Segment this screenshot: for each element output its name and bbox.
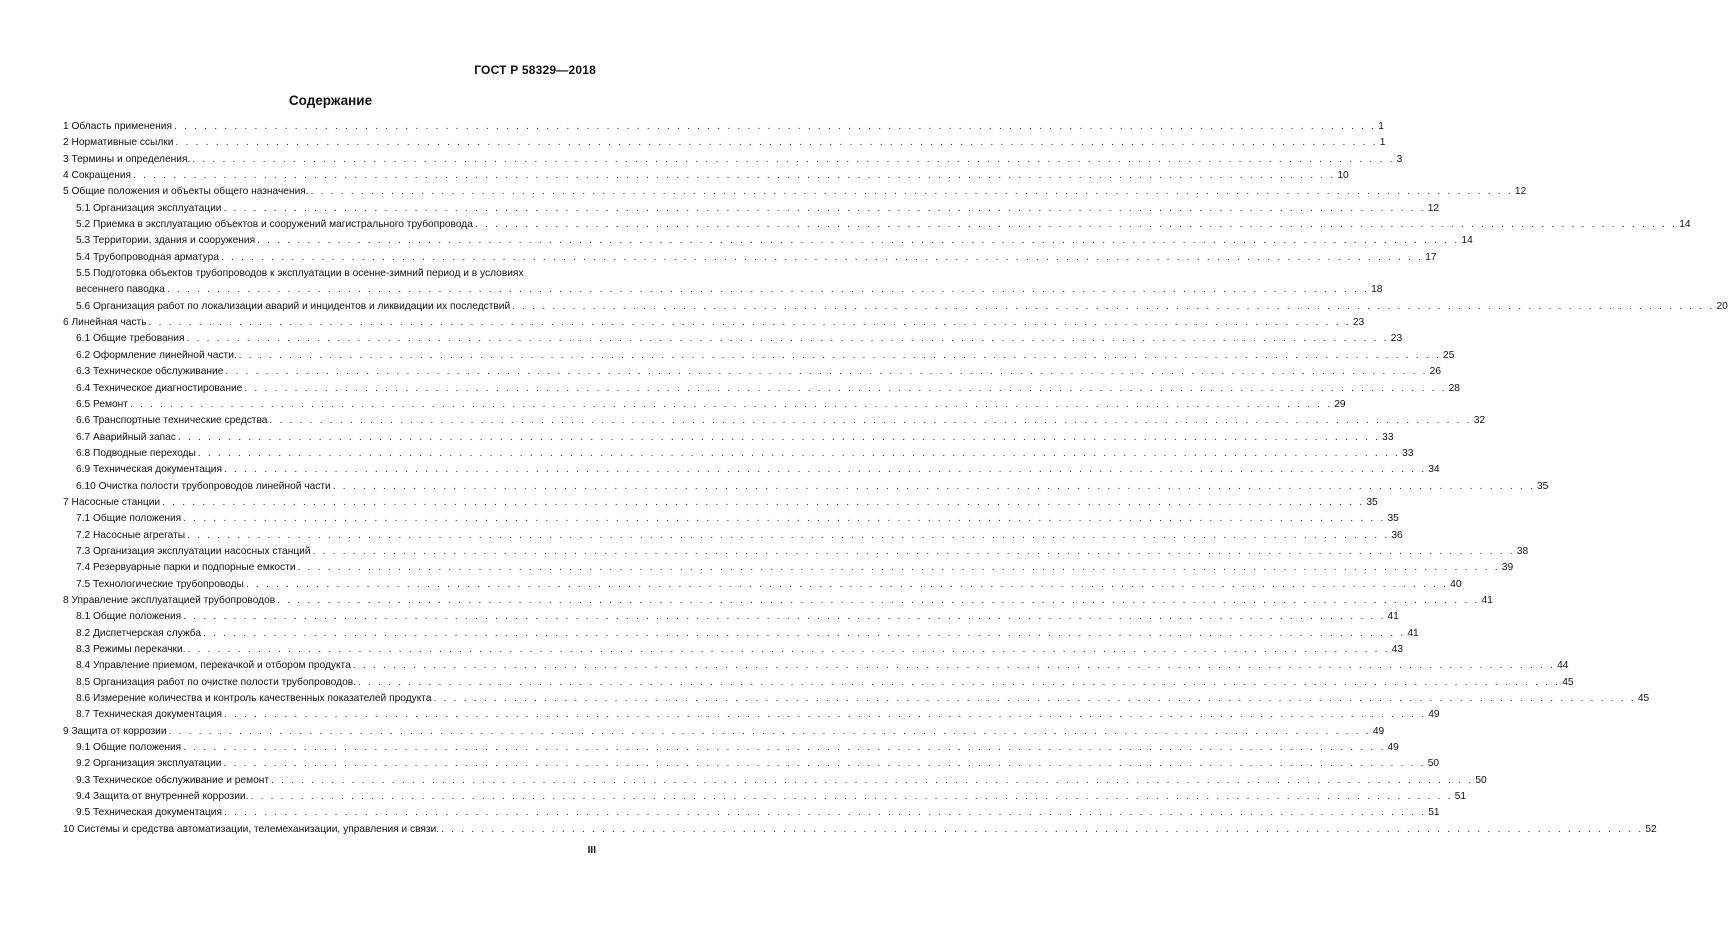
- toc-leader-dots: . . . . . . . . . . . . . . . . . . . . . . . . . . . . . . . . . . . . . . . . . . . . . . . . . . . . . . . . . . . . . . . . . . . . . . . . . . . . . . . . . . . . . . . . . . . . . . . . . . . . . . . . . . . . . . . . . . . . . . . .: [183, 742, 1386, 754]
- toc-entry-title: 6.6 Транспортные технические средства: [76, 415, 268, 427]
- toc-page-number: 23: [1390, 333, 1403, 345]
- toc-leader-dots: . . . . . . . . . . . . . . . . . . . . . . . . . . . . . . . . . . . . . . . . . . . . . . . . . . . . . . . . . . . . . . . . . . . . . . . . . . . . . . . . . . . . . . . . . . . . . . . . . . . . . . . . . . . . . . . . . . . . . . . .: [474, 219, 1678, 231]
- toc-entry-title: 8.1 Общие положения: [76, 611, 182, 623]
- toc-entry-title: 6.2 Оформление линейной части.: [76, 349, 237, 361]
- toc-leader-dots: . . . . . . . . . . . . . . . . . . . . . . . . . . . . . . . . . . . . . . . . . . . . . . . . . . . . . . . . . . . . . . . . . . . . . . . . . . . . . . . . . . . . . . . . . . . . . . . . . . . . . . . . . . . . . . . . . . . . . . . .: [433, 693, 1636, 705]
- toc-entry[interactable]: [63, 299, 1728, 315]
- toc-page-number: 45: [1562, 676, 1574, 688]
- toc-leader-dots: . . . . . . . . . . . . . . . . . . . . . . . . . . . . . . . . . . . . . . . . . . . . . . . . . . . . . . . . . . . . . . . . . . . . . . . . . . . . . . . . . . . . . . . . . . . . . . . . . . . . . . . . . . . . . . . . . . . . . . . .: [277, 594, 1480, 606]
- toc-leader-dots: . . . . . . . . . . . . . . . . . . . . . . . . . . . . . . . . . . . . . . . . . . . . . . . . . . . . . . . . . . . . . . . . . . . . . . . . . . . . . . . . . . . . . . . . . . . . . . . . . . . . . . . . . . . . . . . . . . . . . . . .: [441, 823, 1644, 835]
- toc-entry[interactable]: [63, 789, 1467, 805]
- toc-page-number: 18: [1371, 284, 1383, 296]
- toc-page-number: 50: [1475, 774, 1487, 786]
- toc-entry[interactable]: [63, 642, 1404, 658]
- toc-entry-title: 1 Область применения: [63, 121, 172, 132]
- toc-entry-title: 9.4 Защита от внутренней коррозии.: [76, 791, 249, 803]
- toc-entry-title: 9.5 Техническая документация: [76, 807, 222, 819]
- toc-leader-dots: . . . . . . . . . . . . . . . . . . . . . . . . . . . . . . . . . . . . . . . . . . . . . . . . . . . . . . . . . . . . . . . . . . . . . . . . . . . . . . . . . . . . . . . . . . . . . . . . . . . . . . . . . . . . . . . . . . . . . . . .: [187, 529, 1390, 541]
- toc-entry[interactable]: [63, 315, 1365, 331]
- toc-entry[interactable]: [63, 626, 1419, 642]
- toc-page-number: 41: [1387, 611, 1399, 623]
- toc-leader-dots: . . . . . . . . . . . . . . . . . . . . . . . . . . . . . . . . . . . . . . . . . . . . . . . . . . . . . . . . . . . . . . . . . . . . . . . . . . . . . . . . . . . . . . . . . . . . . . . . . . . . . . . . . . . . . . . . . . . . . . . .: [148, 317, 1351, 329]
- toc-entry-title: 6.1 Общие требования: [76, 333, 185, 345]
- toc-entry-title: 6.7 Аварийный запас: [76, 431, 176, 443]
- toc-entry-title: 8.7 Техническая документация: [76, 709, 222, 721]
- toc-entry[interactable]: [63, 658, 1569, 674]
- toc-entry[interactable]: [63, 495, 1378, 511]
- toc-leader-dots: . . . . . . . . . . . . . . . . . . . . . . . . . . . . . . . . . . . . . . . . . . . . . . . . . . . . . . . . . . . . . . . . . . . . . . . . . . . . . . . . . . . . . . . . . . . . . . . . . . . . . . . . . . . . . . . . . . . . . . . .: [223, 464, 1427, 476]
- toc-entry-title: 8.5 Организация работ по очистке полости трубопроводов.: [76, 676, 356, 688]
- toc-page-number: 51: [1428, 807, 1440, 819]
- toc-page-number: 20: [1716, 300, 1728, 312]
- toc-entry-title: 7.4 Резервуарные парки и подпорные емкости: [76, 562, 296, 574]
- toc-leader-dots: . . . . . . . . . . . . . . . . . . . . . . . . . . . . . . . . . . . . . . . . . . . . . . . . . . . . . . . . . . . . . . . . . . . . . . . . . . . . . . . . . . . . . . . . . . . . . . . . . . . . . . . . . . . . . . . . . . . . . . . .: [352, 660, 1556, 672]
- toc-page-number: 34: [1428, 464, 1440, 476]
- toc-entry[interactable]: [63, 577, 1462, 593]
- toc-entry-title: 8.4 Управление приемом, перекачкой и отбором продукта: [76, 660, 351, 672]
- toc-entry[interactable]: [63, 397, 1346, 413]
- toc-entry-title: 10 Системы и средства автоматизации, телемеханизации, управления и связи.: [63, 823, 440, 835]
- toc-leader-dots: . . . . . . . . . . . . . . . . . . . . . . . . . . . . . . . . . . . . . . . . . . . . . . . . . . . . . . . . . . . . . . . . . . . . . . . . . . . . . . . . . . . . . . . . . . . . . . . . . . . . . . . . . . . . . . . . . . . . . . . .: [245, 578, 1449, 590]
- toc-leader-dots: . . . . . . . . . . . . . . . . . . . . . . . . . . . . . . . . . . . . . . . . . . . . . . . . . . . . . . . . . . . . . . . . . . . . . . . . . . . . . . . . . . . . . . . . . . . . . . . . . . . . . . . . . . . . . . . . . . . . . . . .: [225, 366, 1428, 378]
- toc-entry[interactable]: [63, 119, 1384, 135]
- toc-page-number: 44: [1557, 660, 1569, 672]
- toc-page-number: 12: [1514, 186, 1527, 198]
- toc-entry-title: 7.1 Общие положения: [76, 513, 182, 525]
- toc-page-number: 33: [1402, 447, 1414, 459]
- toc-entry[interactable]: [63, 201, 1440, 217]
- toc-entry[interactable]: [63, 724, 1385, 740]
- document-code: ГОСТ Р 58329—2018: [474, 63, 596, 77]
- toc-page-number: 1: [1379, 137, 1386, 149]
- toc-leader-dots: . . . . . . . . . . . . . . . . . . . . . . . . . . . . . . . . . . . . . . . . . . . . . . . . . . . . . . . . . . . . . . . . . . . . . . . . . . . . . . . . . . . . . . . . . . . . . . . . . . . . . . . . . . . . . . . . . . . . . . . .: [166, 284, 1370, 296]
- toc-leader-dots: . . . . . . . . . . . . . . . . . . . . . . . . . . . . . . . . . . . . . . . . . . . . . . . . . . . . . . . . . . . . . . . . . . . . . . . . . . . . . . . . . . . . . . . . . . . . . . . . . . . . . . . . . . . . . . . . . . . . . . . .: [357, 676, 1561, 688]
- toc-leader-dots: . . . . . . . . . . . . . . . . . . . . . . . . . . . . . . . . . . . . . . . . . . . . . . . . . . . . . . . . . . . . . . . . . . . . . . . . . . . . . . . . . . . . . . . . . . . . . . . . . . . . . . . . . . . . . . . . . . . . . . . .: [183, 513, 1386, 525]
- toc-leader-dots: . . . . . . . . . . . . . . . . . . . . . . . . . . . . . . . . . . . . . . . . . . . . . . . . . . . . . . . . . . . . . . . . . . . . . . . . . . . . . . . . . . . . . . . . . . . . . . . . . . . . . . . . . . . . . . . . . . . . . . . .: [175, 137, 1378, 149]
- toc-entry-title: 5.1 Организация эксплуатации: [76, 202, 222, 214]
- toc-entry-title: 9.3 Техническое обслуживание и ремонт: [76, 774, 270, 786]
- toc-leader-dots: . . . . . . . . . . . . . . . . . . . . . . . . . . . . . . . . . . . . . . . . . . . . . . . . . . . . . . . . . . . . . . . . . . . . . . . . . . . . . . . . . . . . . . . . . . . . . . . . . . . . . . . . . . . . . . . . . . . . . . . .: [223, 202, 1426, 214]
- toc-page-number: 23: [1352, 317, 1365, 329]
- toc-page-number: 51: [1454, 791, 1467, 803]
- toc-entry-title: 8.6 Измерение количества и контроль качественных показателей продукта: [76, 693, 432, 705]
- toc-leader-dots: . . . . . . . . . . . . . . . . . . . . . . . . . . . . . . . . . . . . . . . . . . . . . . . . . . . . . . . . . . . . . . . . . . . . . . . . . . . . . . . . . . . . . . . . . . . . . . . . . . . . . . . . . . . . . . . . . . . . . . . .: [244, 382, 1447, 394]
- page-title: Содержание: [288, 93, 373, 108]
- toc-entry-title: 9.2 Организация эксплуатации: [76, 758, 222, 770]
- toc-entry-title: 7.2 Насосные агрегаты: [76, 529, 186, 541]
- toc-entry-title: 6.8 Подводные переходы: [76, 447, 196, 459]
- toc-entry[interactable]: [63, 479, 1549, 495]
- toc-leader-dots: . . . . . . . . . . . . . . . . . . . . . . . . . . . . . . . . . . . . . . . . . . . . . . . . . . . . . . . . . . . . . . . . . . . . . . . . . . . . . . . . . . . . . . . . . . . . . . . . . . . . . . . . . . . . . . . . . . . . . . . .: [223, 807, 1427, 819]
- toc-page-number: 39: [1501, 562, 1514, 574]
- toc-page-number: 29: [1334, 398, 1346, 410]
- toc-entry-title: 8.2 Диспетчерская служба: [76, 627, 202, 639]
- toc-page-number: 41: [1407, 627, 1419, 639]
- toc-entry-title: 6.4 Техническое диагностирование: [76, 382, 243, 394]
- toc-entry[interactable]: [63, 381, 1460, 397]
- page-number: III: [587, 845, 596, 856]
- toc-entry[interactable]: [63, 152, 1403, 168]
- toc-leader-dots: . . . . . . . . . . . . . . . . . . . . . . . . . . . . . . . . . . . . . . . . . . . . . . . . . . . . . . . . . . . . . . . . . . . . . . . . . . . . . . . . . . . . . . . . . . . . . . . . . . . . . . . . . . . . . . . . . . . . . . . .: [197, 447, 1401, 459]
- toc-leader-dots: . . . . . . . . . . . . . . . . . . . . . . . . . . . . . . . . . . . . . . . . . . . . . . . . . . . . . . . . . . . . . . . . . . . . . . . . . . . . . . . . . . . . . . . . . . . . . . . . . . . . . . . . . . . . . . . . . . . . . . . .: [271, 774, 1474, 786]
- toc-entry-title: 7.5 Технологические трубопроводы: [76, 578, 244, 590]
- toc-page-number: 14: [1461, 235, 1473, 247]
- toc-entry[interactable]: [63, 544, 1529, 560]
- toc-entry-title: 5.2 Приемка в эксплуатацию объектов и сооружений магистрального трубопровода: [76, 219, 473, 231]
- toc-entry-title: 9.1 Общие положения: [76, 742, 182, 754]
- toc-entry[interactable]: [63, 593, 1493, 609]
- toc-entry-title: 5.4 Трубопроводная арматура: [76, 251, 219, 263]
- toc-entry[interactable]: [63, 135, 1386, 151]
- toc-page-number: 14: [1679, 219, 1691, 231]
- toc-page-number: 17: [1425, 251, 1437, 263]
- toc-entry[interactable]: [63, 805, 1440, 821]
- table-of-contents: [63, 119, 1728, 838]
- toc-entry[interactable]: [63, 609, 1399, 625]
- toc-entry[interactable]: [63, 331, 1403, 347]
- toc-leader-dots: . . . . . . . . . . . . . . . . . . . . . . . . . . . . . . . . . . . . . . . . . . . . . . . . . . . . . . . . . . . . . . . . . . . . . . . . . . . . . . . . . . . . . . . . . . . . . . . . . . . . . . . . . . . . . . . . . . . . . . . .: [177, 431, 1381, 443]
- toc-entry[interactable]: [63, 756, 1440, 772]
- toc-leader-dots: . . . . . . . . . . . . . . . . . . . . . . . . . . . . . . . . . . . . . . . . . . . . . . . . . . . . . . . . . . . . . . . . . . . . . . . . . . . . . . . . . . . . . . . . . . . . . . . . . . . . . . . . . . . . . . . . . . . . . . . .: [203, 627, 1406, 639]
- toc-leader-dots: . . . . . . . . . . . . . . . . . . . . . . . . . . . . . . . . . . . . . . . . . . . . . . . . . . . . . . . . . . . . . . . . . . . . . . . . . . . . . . . . . . . . . . . . . . . . . . . . . . . . . . . . . . . . . . . . . . . . . . . .: [168, 725, 1371, 737]
- toc-entry-title: 6 Линейная часть: [63, 317, 147, 329]
- toc-entry-title: 5.6 Организация работ по локализации аварий и инцидентов и ликвидации их последствий: [76, 300, 511, 312]
- toc-leader-dots: . . . . . . . . . . . . . . . . . . . . . . . . . . . . . . . . . . . . . . . . . . . . . . . . . . . . . . . . . . . . . . . . . . . . . . . . . . . . . . . . . . . . . . . . . . . . . . . . . . . . . . . . . . . . . . . . . . . . . . . .: [257, 235, 1460, 247]
- toc-entry[interactable]: [63, 348, 1455, 364]
- toc-leader-dots: . . . . . . . . . . . . . . . . . . . . . . . . . . . . . . . . . . . . . . . . . . . . . . . . . . . . . . . . . . . . . . . . . . . . . . . . . . . . . . . . . . . . . . . . . . . . . . . . . . . . . . . . . . . . . . . . . . . . . . . .: [223, 709, 1427, 721]
- toc-page-number: 50: [1427, 758, 1440, 770]
- toc-leader-dots: . . . . . . . . . . . . . . . . . . . . . . . . . . . . . . . . . . . . . . . . . . . . . . . . . . . . . . . . . . . . . . . . . . . . . . . . . . . . . . . . . . . . . . . . . . . . . . . . . . . . . . . . . . . . . . . . . . . . . . . .: [238, 349, 1442, 361]
- toc-entry-title: 8.3 Режимы перекачки.: [76, 644, 186, 655]
- toc-entry[interactable]: [63, 773, 1487, 789]
- toc-page-number: 32: [1473, 415, 1486, 427]
- toc-page-number: 26: [1429, 366, 1442, 378]
- toc-entry-title: 9 Защита от коррозии: [63, 725, 167, 737]
- toc-leader-dots: . . . . . . . . . . . . . . . . . . . . . . . . . . . . . . . . . . . . . . . . . . . . . . . . . . . . . . . . . . . . . . . . . . . . . . . . . . . . . . . . . . . . . . . . . . . . . . . . . . . . . . . . . . . . . . . . . . . . . . . .: [512, 300, 1715, 312]
- toc-entry[interactable]: [63, 511, 1399, 527]
- toc-entry-title: 6.5 Ремонт: [76, 398, 128, 410]
- toc-entry[interactable]: [63, 675, 1574, 691]
- toc-page-number: 12: [1427, 202, 1440, 214]
- toc-page-number: 49: [1372, 725, 1385, 737]
- toc-entry[interactable]: [63, 691, 1650, 707]
- toc-leader-dots: . . . . . . . . . . . . . . . . . . . . . . . . . . . . . . . . . . . . . . . . . . . . . . . . . . . . . . . . . . . . . . . . . . . . . . . . . . . . . . . . . . . . . . . . . . . . . . . . . . . . . . . . . . . . . . . . . . . . . . . .: [186, 333, 1389, 345]
- toc-entry-title: 5.5 Подготовка объектов трубопроводов к эксплуатации в осенне-зимний период и в условиях: [76, 268, 524, 280]
- toc-page-number: 45: [1637, 693, 1650, 705]
- toc-entry-title: 7 Насосные станции: [63, 496, 161, 508]
- toc-entry[interactable]: [63, 233, 1473, 249]
- toc-leader-dots: . . . . . . . . . . . . . . . . . . . . . . . . . . . . . . . . . . . . . . . . . . . . . . . . . . . . . . . . . . . . . . . . . . . . . . . . . . . . . . . . . . . . . . . . . . . . . . . . . . . . . . . . . . . . . . . . . . . . . . . .: [220, 251, 1424, 263]
- toc-page-number: 49: [1387, 742, 1399, 754]
- toc-leader-dots: . . . . . . . . . . . . . . . . . . . . . . . . . . . . . . . . . . . . . . . . . . . . . . . . . . . . . . . . . . . . . . . . . . . . . . . . . . . . . . . . . . . . . . . . . . . . . . . . . . . . . . . . . . . . . . . . . . . . . . . .: [297, 562, 1500, 574]
- toc-page-number: 41: [1481, 594, 1493, 606]
- toc-entry[interactable]: [63, 462, 1440, 478]
- toc-entry-title: 8 Управление эксплуатацией трубопроводов: [63, 594, 276, 606]
- toc-page-number: 25: [1443, 349, 1455, 361]
- toc-leader-dots: . . . . . . . . . . . . . . . . . . . . . . . . . . . . . . . . . . . . . . . . . . . . . . . . . . . . . . . . . . . . . . . . . . . . . . . . . . . . . . . . . . . . . . . . . . . . . . . . . . . . . . . . . . . . . . . . . . . . . . . .: [332, 480, 1535, 492]
- toc-leader-dots: . . . . . . . . . . . . . . . . . . . . . . . . . . . . . . . . . . . . . . . . . . . . . . . . . . . . . . . . . . . . . . . . . . . . . . . . . . . . . . . . . . . . . . . . . . . . . . . . . . . . . . . . . . . . . . . . . . . . . . . .: [192, 153, 1395, 165]
- toc-page-number: 35: [1387, 513, 1399, 525]
- toc-leader-dots: . . . . . . . . . . . . . . . . . . . . . . . . . . . . . . . . . . . . . . . . . . . . . . . . . . . . . . . . . . . . . . . . . . . . . . . . . . . . . . . . . . . . . . . . . . . . . . . . . . . . . . . . . . . . . . . . . . . . . . . .: [187, 644, 1390, 655]
- toc-entry-title: 3 Термины и определения.: [63, 153, 191, 165]
- toc-entry[interactable]: [63, 168, 1349, 184]
- toc-entry-title: 5.3 Территории, здания и сооружения: [76, 235, 256, 247]
- toc-entry[interactable]: [63, 560, 1514, 576]
- toc-page-number: 52: [1645, 823, 1657, 835]
- toc-page-number: 1: [1378, 121, 1384, 132]
- toc-page-number: 40: [1450, 578, 1462, 590]
- toc-leader-dots: . . . . . . . . . . . . . . . . . . . . . . . . . . . . . . . . . . . . . . . . . . . . . . . . . . . . . . . . . . . . . . . . . . . . . . . . . . . . . . . . . . . . . . . . . . . . . . . . . . . . . . . . . . . . . . . . . . . . . . . .: [183, 611, 1386, 623]
- toc-page-number: 3: [1396, 153, 1403, 165]
- toc-entry[interactable]: [63, 446, 1414, 462]
- toc-page-number: 35: [1366, 496, 1378, 508]
- toc-page-number: 38: [1516, 545, 1529, 557]
- toc-page-number: 10: [1337, 170, 1349, 182]
- toc-entry[interactable]: [63, 740, 1399, 756]
- toc-page-number: 43: [1391, 644, 1404, 655]
- toc-leader-dots: . . . . . . . . . . . . . . . . . . . . . . . . . . . . . . . . . . . . . . . . . . . . . . . . . . . . . . . . . . . . . . . . . . . . . . . . . . . . . . . . . . . . . . . . . . . . . . . . . . . . . . . . . . . . . . . . . . . . . . . .: [173, 121, 1377, 132]
- toc-entry-title: 5 Общие положения и объекты общего назначения.: [63, 186, 309, 198]
- toc-leader-dots: . . . . . . . . . . . . . . . . . . . . . . . . . . . . . . . . . . . . . . . . . . . . . . . . . . . . . . . . . . . . . . . . . . . . . . . . . . . . . . . . . . . . . . . . . . . . . . . . . . . . . . . . . . . . . . . . . . . . . . . .: [162, 496, 1365, 508]
- toc-entry[interactable]: [63, 413, 1486, 429]
- toc-entry-title: 4 Сокращения: [63, 170, 132, 182]
- toc-page-number: 49: [1428, 709, 1440, 721]
- toc-leader-dots: . . . . . . . . . . . . . . . . . . . . . . . . . . . . . . . . . . . . . . . . . . . . . . . . . . . . . . . . . . . . . . . . . . . . . . . . . . . . . . . . . . . . . . . . . . . . . . . . . . . . . . . . . . . . . . . . . . . . . . . .: [133, 170, 1336, 182]
- toc-leader-dots: . . . . . . . . . . . . . . . . . . . . . . . . . . . . . . . . . . . . . . . . . . . . . . . . . . . . . . . . . . . . . . . . . . . . . . . . . . . . . . . . . . . . . . . . . . . . . . . . . . . . . . . . . . . . . . . . . . . . . . . .: [269, 415, 1472, 427]
- toc-entry-title: 7.3 Организация эксплуатации насосных станций: [76, 545, 311, 557]
- toc-page-number: 35: [1536, 480, 1549, 492]
- toc-entry[interactable]: [63, 217, 1691, 233]
- toc-entry-title-continued: весеннего паводка: [76, 284, 165, 296]
- toc-entry-title: 6.10 Очистка полости трубопроводов линейной части: [76, 480, 331, 492]
- toc-leader-dots: . . . . . . . . . . . . . . . . . . . . . . . . . . . . . . . . . . . . . . . . . . . . . . . . . . . . . . . . . . . . . . . . . . . . . . . . . . . . . . . . . . . . . . . . . . . . . . . . . . . . . . . . . . . . . . . . . . . . . . . .: [250, 791, 1453, 803]
- toc-leader-dots: . . . . . . . . . . . . . . . . . . . . . . . . . . . . . . . . . . . . . . . . . . . . . . . . . . . . . . . . . . . . . . . . . . . . . . . . . . . . . . . . . . . . . . . . . . . . . . . . . . . . . . . . . . . . . . . . . . . . . . . .: [312, 545, 1515, 557]
- toc-entry[interactable]: [63, 250, 1437, 266]
- toc-entry-title: 2 Нормативные ссылки: [63, 137, 174, 149]
- toc-entry-title: 6.9 Техническая документация: [76, 464, 222, 476]
- toc-entry[interactable]: [63, 184, 1527, 200]
- toc-page-number: 36: [1391, 529, 1403, 541]
- toc-leader-dots: . . . . . . . . . . . . . . . . . . . . . . . . . . . . . . . . . . . . . . . . . . . . . . . . . . . . . . . . . . . . . . . . . . . . . . . . . . . . . . . . . . . . . . . . . . . . . . . . . . . . . . . . . . . . . . . . . . . . . . . .: [223, 758, 1426, 770]
- toc-entry[interactable]: [63, 528, 1403, 544]
- toc-entry[interactable]: [63, 707, 1440, 723]
- toc-entry[interactable]: [63, 430, 1394, 446]
- toc-leader-dots: . . . . . . . . . . . . . . . . . . . . . . . . . . . . . . . . . . . . . . . . . . . . . . . . . . . . . . . . . . . . . . . . . . . . . . . . . . . . . . . . . . . . . . . . . . . . . . . . . . . . . . . . . . . . . . . . . . . . . . . .: [129, 398, 1333, 410]
- toc-page-number: 28: [1448, 382, 1460, 394]
- toc-entry[interactable]: [63, 822, 1657, 838]
- toc-entry-title: 6.3 Техническое обслуживание: [76, 366, 224, 378]
- toc-entry[interactable]: [63, 266, 1383, 299]
- toc-leader-dots: . . . . . . . . . . . . . . . . . . . . . . . . . . . . . . . . . . . . . . . . . . . . . . . . . . . . . . . . . . . . . . . . . . . . . . . . . . . . . . . . . . . . . . . . . . . . . . . . . . . . . . . . . . . . . . . . . . . . . . . .: [310, 186, 1513, 198]
- toc-page-number: 33: [1382, 431, 1394, 443]
- toc-entry[interactable]: [63, 364, 1442, 380]
